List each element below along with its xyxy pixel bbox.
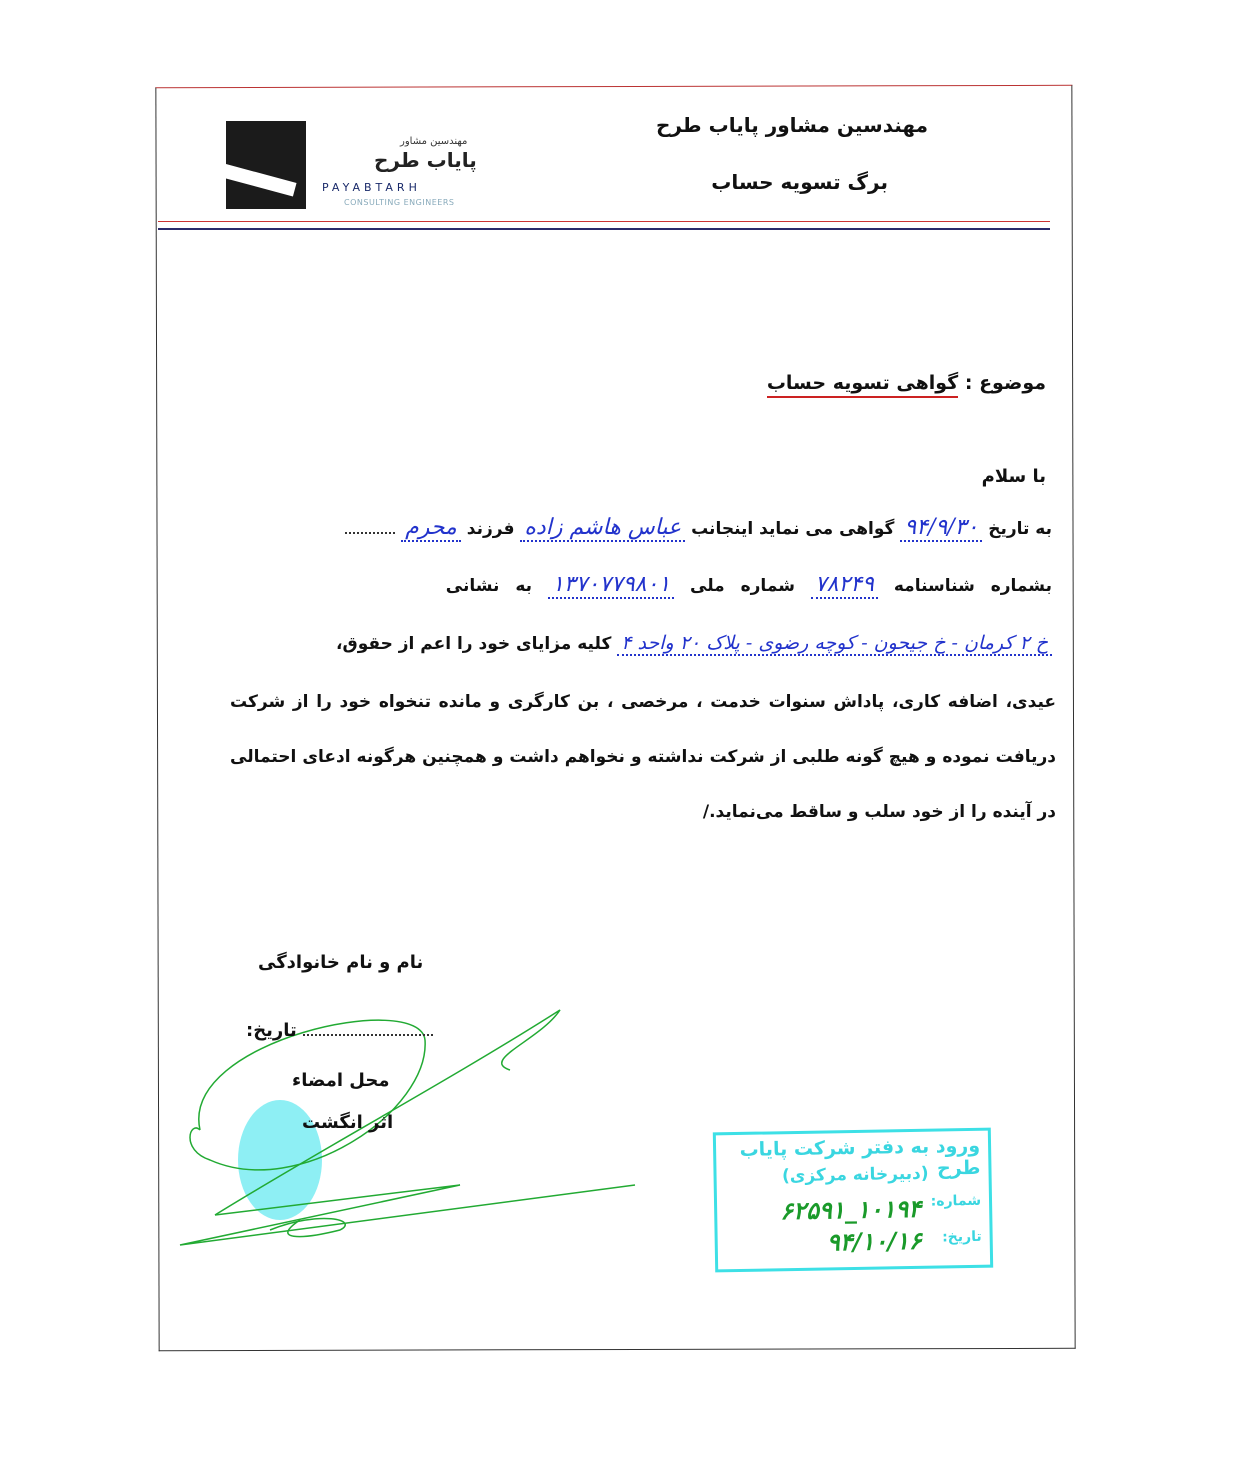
date-blank — [303, 1034, 433, 1036]
label-child-of: فرزند — [466, 519, 515, 539]
registration-stamp — [713, 1128, 993, 1273]
stamp-date-label: تاریخ: — [941, 1228, 982, 1246]
field-national-id: ۱۳۷۰۷۷۹۸۰۱ — [548, 572, 674, 599]
date-label: تاریخ: — [246, 1020, 297, 1041]
signature-place-label: محل امضاء — [292, 1070, 390, 1091]
logo-text-fa: پایاب طرح — [374, 148, 477, 172]
field-address: خ ۲ کرمان - خ جیحون - کوچه رضوی - پلاک ۲۰ واحد ۴ — [617, 632, 1052, 656]
greeting: با سلام — [981, 466, 1046, 487]
stamp-line-2: (دبیرخانه مرکزی) — [781, 1163, 929, 1187]
field-father-name: محرم — [401, 515, 461, 542]
label-certifies: گواهی می نماید اینجانب — [691, 519, 895, 539]
logo-text-small: مهندسین مشاور — [400, 136, 468, 147]
logo-text-en: PAYABTARH — [322, 181, 421, 194]
name-label: نام و نام خانوادگی — [258, 952, 424, 973]
form-title: برگ تسویه حساب — [711, 170, 888, 194]
field-date: ۹۴/۹/۳۰ — [900, 515, 982, 542]
stamp-date: ۹۴/۱۰/۱۶ — [826, 1225, 922, 1257]
body-paragraph: عیدی، اضافه کاری، پاداش سنوات خدمت ، مرخصی ، بن کارگری و مانده تنخواه خود را از شرکت دریافت نموده و هیچ گونه طلبی از شرکت نداشته و نخواهم داشت و همچنین هرگونه ادعای احتمالی در آینده را از خود سلب و ساقط می‌نماید./ — [230, 692, 1056, 822]
label-id-number: بشماره شناسنامه — [893, 576, 1052, 596]
label-date: به تاریخ — [988, 519, 1052, 539]
logo-subtitle: CONSULTING ENGINEERS — [344, 198, 455, 207]
field-id-number: ۷۸۲۴۹ — [811, 572, 878, 599]
stamp-line-1: ورود به دفتر شرکت پایاب طرح — [739, 1134, 981, 1180]
company-title: مهندسین مشاور پایاب طرح — [655, 113, 928, 137]
stamp-number: ۱۰۱۹۴_۶۲۵۹۱ — [780, 1193, 922, 1226]
sign-date — [246, 1020, 433, 1041]
fingerprint-label: اثر انگشت — [302, 1112, 394, 1133]
label-benefits: کلیه مزایای خود را اعم از حقوق، — [336, 634, 612, 654]
subject-value: گواهی تسویه حساب — [767, 372, 958, 398]
stamp-number-label: شماره: — [930, 1192, 982, 1210]
label-national-id: شماره ملی — [690, 576, 795, 596]
field-name: عباس هاشم زاده — [520, 515, 685, 542]
label-address: به نشانی — [445, 576, 533, 596]
subject-label: موضوع : — [964, 372, 1046, 394]
